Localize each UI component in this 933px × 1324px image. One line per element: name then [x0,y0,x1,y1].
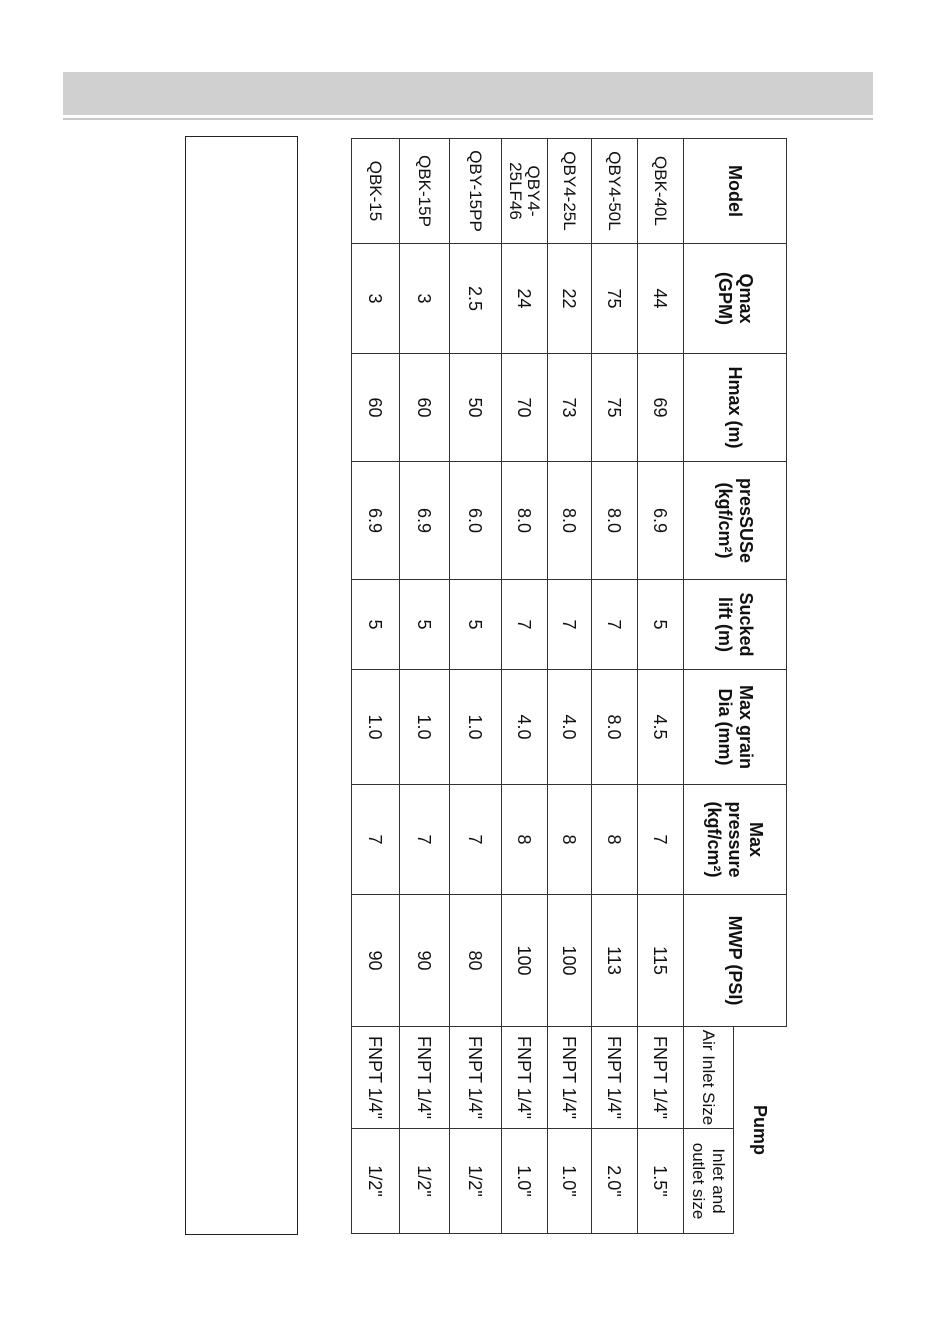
header-mwp: MWP (PSI) [684,895,787,1027]
table-row [400,139,450,1234]
cell-maxp: 8 [502,785,548,895]
cell-mwp: 115 [638,895,684,1027]
cell-io: 1/2" [450,1129,502,1234]
cell-qmax: 24 [502,244,548,354]
header-max-pressure: Max pressure (kgf/cm²) [684,785,787,895]
cell-maxp: 7 [638,785,684,895]
header-qmax: Qmax (GPM) [684,244,787,354]
cell-pressure: 6.9 [638,462,684,580]
cell-pressure: 8.0 [548,462,592,580]
header-inlet-outlet: Inlet and outlet size [684,1129,734,1234]
cell-lift: 7 [548,580,592,670]
table-row [352,139,400,1234]
cell-grain: 1.0 [400,670,450,785]
cell-air: FNPT 1/4" [638,1027,684,1129]
cell-io: 1/2" [400,1129,450,1234]
header-model: Model [684,139,787,244]
cell-air: FNPT 1/4" [502,1027,548,1129]
cell-pressure: 8.0 [592,462,638,580]
cell-qmax: 22 [548,244,592,354]
cell-grain: 1.0 [450,670,502,785]
cell-hmax: 60 [400,354,450,462]
spec-table-rotated [353,138,787,1233]
cell-io: 2.0" [592,1129,638,1234]
cell-maxp: 7 [352,785,400,895]
cell-qmax: 75 [592,244,638,354]
spec-table [351,138,787,1234]
header-pump: Pump [734,1027,787,1234]
cell-io: 1.5" [638,1129,684,1234]
cell-mwp: 100 [548,895,592,1027]
cell-pressure: 6.9 [352,462,400,580]
cell-hmax: 60 [352,354,400,462]
cell-model: QBY4-50L [592,139,638,244]
header-sucked-lift: Sucked lift (m) [684,580,787,670]
cell-air: FNPT 1/4" [592,1027,638,1129]
cell-model: QBY-15PP [450,139,502,244]
header-air-inlet: Air Inlet Size [684,1027,734,1129]
cell-hmax: 75 [592,354,638,462]
cell-hmax: 50 [450,354,502,462]
cell-qmax: 44 [638,244,684,354]
cell-lift: 7 [502,580,548,670]
cell-grain: 4.0 [502,670,548,785]
side-blank-box [185,136,298,1235]
cell-lift: 5 [352,580,400,670]
cell-qmax: 2.5 [450,244,502,354]
cell-model: QBK-15P [400,139,450,244]
cell-mwp: 90 [352,895,400,1027]
cell-maxp: 8 [592,785,638,895]
cell-hmax: 69 [638,354,684,462]
cell-io: 1.0" [548,1129,592,1234]
cell-mwp: 80 [450,895,502,1027]
cell-mwp: 90 [400,895,450,1027]
cell-qmax: 3 [400,244,450,354]
cell-lift: 7 [592,580,638,670]
cell-grain: 4.5 [638,670,684,785]
cell-io: 1/2" [352,1129,400,1234]
cell-grain: 8.0 [592,670,638,785]
cell-air: FNPT 1/4" [400,1027,450,1129]
cell-model: QBK-15 [352,139,400,244]
cell-maxp: 7 [450,785,502,895]
cell-lift: 5 [400,580,450,670]
cell-pressure: 6.0 [450,462,502,580]
cell-hmax: 73 [548,354,592,462]
header-hmax: Hmax (m) [684,354,787,462]
cell-maxp: 7 [400,785,450,895]
cell-pressure: 8.0 [502,462,548,580]
cell-model: QBK-40L [638,139,684,244]
cell-air: FNPT 1/4" [548,1027,592,1129]
cell-maxp: 8 [548,785,592,895]
table-row [638,139,684,1234]
cell-air: FNPT 1/4" [450,1027,502,1129]
table-row [502,139,548,1234]
cell-lift: 5 [638,580,684,670]
cell-model: QBY4-25LF46 [502,139,548,244]
table-row [450,139,502,1234]
cell-mwp: 100 [502,895,548,1027]
header-band [63,72,873,115]
cell-air: FNPT 1/4" [352,1027,400,1129]
cell-grain: 1.0 [352,670,400,785]
table-row [548,139,592,1234]
cell-model: QBY4-25L [548,139,592,244]
table-row [592,139,638,1234]
cell-lift: 5 [450,580,502,670]
cell-qmax: 3 [352,244,400,354]
cell-mwp: 113 [592,895,638,1027]
header-rule [63,118,873,120]
header-pressure: presSUSe (kgf/cm²) [684,462,787,580]
cell-pressure: 6.9 [400,462,450,580]
cell-hmax: 70 [502,354,548,462]
cell-grain: 4.0 [548,670,592,785]
header-max-grain: Max grain Dia (mm) [684,670,787,785]
cell-io: 1.0" [502,1129,548,1234]
